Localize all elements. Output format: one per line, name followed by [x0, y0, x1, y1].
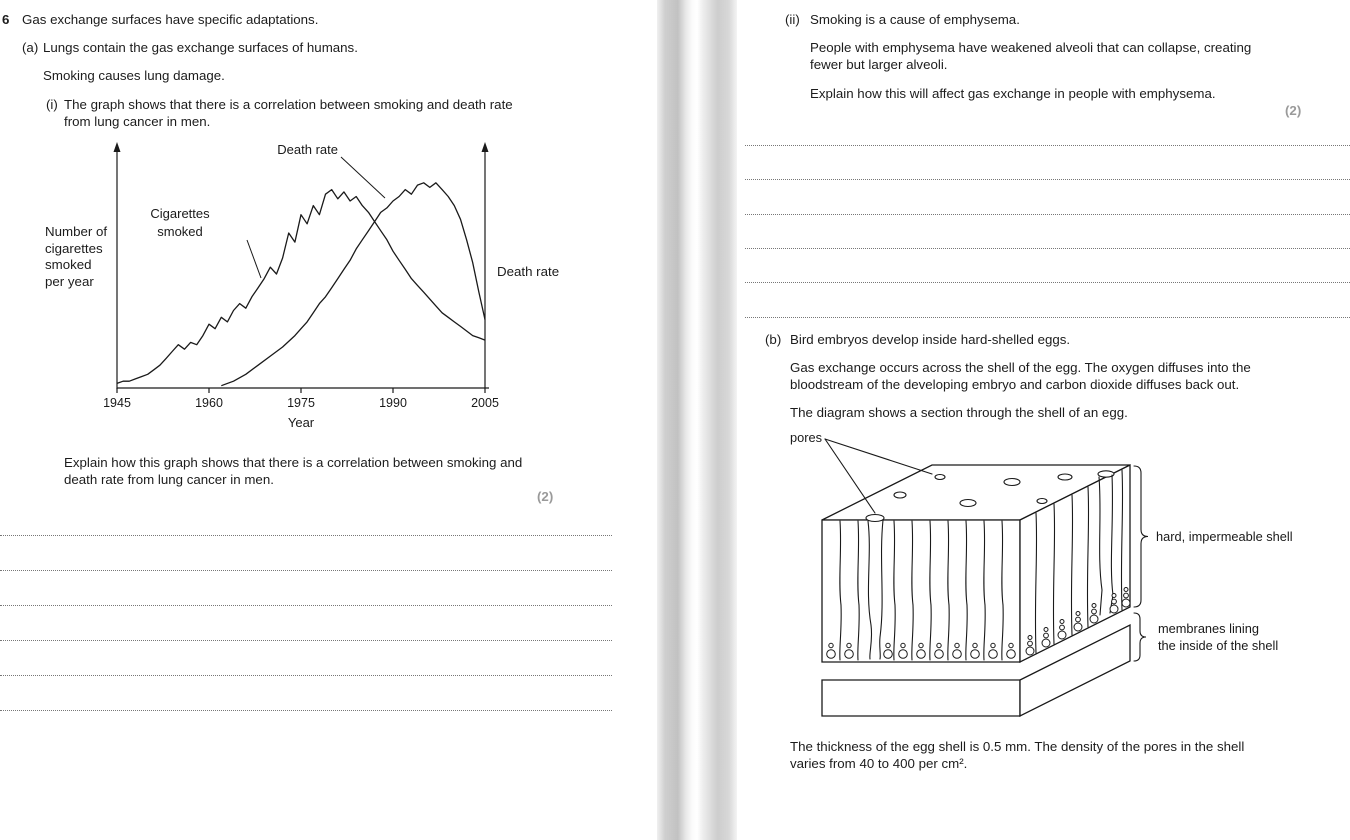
- mammillary-knob: [847, 643, 851, 647]
- mammillary-knob: [886, 643, 890, 647]
- x-tick-label: 1945: [103, 396, 131, 410]
- answer-line: [745, 145, 1350, 146]
- mammillary-knob: [1092, 609, 1097, 614]
- y-axis-left-label-line: cigarettes: [45, 240, 103, 256]
- answer-line: [745, 179, 1350, 180]
- marks-badge: (2): [537, 489, 554, 504]
- mammillary-knob: [899, 650, 908, 659]
- death-rate-annotation: Death rate: [277, 142, 338, 157]
- mammillary-knob: [884, 650, 893, 659]
- mammillary-knob: [953, 650, 962, 659]
- part-i-label: (i): [46, 97, 58, 112]
- y-axis-left-label-line: smoked: [45, 257, 92, 272]
- shell-label: hard, impermeable shell: [1156, 529, 1293, 544]
- mammillary-knob: [1076, 617, 1081, 622]
- membranes-label-line2: the inside of the shell: [1158, 638, 1279, 653]
- answer-line: [0, 535, 612, 536]
- x-tick-label: 1975: [287, 396, 315, 410]
- mammillary-knob: [1060, 625, 1065, 630]
- egg-shell-diagram: [780, 425, 1350, 725]
- answer-line: [745, 317, 1350, 318]
- mammillary-knob: [1112, 594, 1116, 598]
- pore: [960, 500, 976, 507]
- mammillary-knob: [935, 650, 944, 659]
- mammillary-knob: [991, 643, 995, 647]
- y-axis-left-label-line: Number of: [45, 224, 108, 239]
- answer-line: [0, 710, 612, 711]
- mammillary-knob: [1009, 643, 1013, 647]
- mammillary-knob: [937, 643, 941, 647]
- membrane-slab-front: [822, 680, 1020, 716]
- pores-leader-line: [825, 439, 932, 474]
- cigarettes-pointer-line: [247, 240, 261, 278]
- part-ii-text: Smoking is a cause of emphysema.: [810, 12, 1020, 27]
- question-number: 6: [2, 12, 10, 27]
- mammillary-knob: [1090, 615, 1098, 623]
- mammillary-knob: [1026, 647, 1034, 655]
- shell-brace: [1134, 466, 1148, 607]
- part-a-text: Lungs contain the gas exchange surfaces of humans.: [43, 40, 358, 55]
- pore: [935, 475, 945, 480]
- part-b-para3: The thickness of the egg shell is 0.5 mm. The density of the pores in the shell varies from 40 to 400 per cm².: [790, 739, 1245, 771]
- mammillary-knob: [1044, 633, 1049, 638]
- pore: [894, 492, 906, 498]
- pore: [1058, 474, 1072, 480]
- answer-line: [745, 282, 1350, 283]
- mammillary-knob: [973, 643, 977, 647]
- mammillary-knob: [1112, 599, 1117, 604]
- y-axis-right-label: Death rate: [497, 264, 560, 279]
- membranes-brace: [1134, 613, 1146, 661]
- answer-line: [0, 605, 612, 606]
- part-b-para1: Gas exchange occurs across the shell of the egg. The oxygen diffuses into the bloodstream of the developing embryo and carbon dioxide diffuses back out.: [790, 360, 1251, 392]
- mammillary-knob: [989, 650, 998, 659]
- pores-label: pores: [790, 430, 823, 445]
- cigarettes-annotation-line2: smoked: [157, 224, 203, 239]
- part-a-label: (a): [22, 40, 39, 55]
- x-tick-label: 1990: [379, 396, 407, 410]
- pores-leader-line: [825, 439, 875, 513]
- mammillary-knob: [955, 643, 959, 647]
- mammillary-knob: [845, 650, 854, 659]
- mammillary-knob: [1007, 650, 1016, 659]
- part-b-label: (b): [765, 332, 782, 347]
- part-a-text2: Smoking causes lung damage.: [43, 68, 225, 83]
- mammillary-knob: [917, 650, 926, 659]
- x-tick-label: 2005: [471, 396, 499, 410]
- part-b-para2: The diagram shows a section through the shell of an egg.: [790, 405, 1128, 420]
- explain-prompt: Explain how this graph shows that there is a correlation between smoking and death rate from lung cancer in men.: [64, 455, 523, 487]
- mammillary-knob: [1074, 623, 1082, 631]
- mammillary-knob: [1122, 599, 1130, 607]
- mammillary-knob: [919, 643, 923, 647]
- membranes-label-line1: membranes lining: [1158, 621, 1260, 636]
- right-page: [737, 0, 1350, 840]
- mammillary-knob: [1076, 612, 1080, 616]
- pore-channel-mouth: [866, 515, 884, 522]
- part-i-text: The graph shows that there is a correlation between smoking and death rate from lung cancer in men.: [64, 97, 513, 129]
- y-axis-left-label: [45, 224, 107, 290]
- part-ii-para1: People with emphysema have weakened alveoli that can collapse, creating fewer but larger alveoli.: [810, 40, 1252, 72]
- y-axis-left-arrow: [114, 142, 121, 152]
- answer-line: [0, 640, 612, 641]
- cigarettes-annotation-line1: Cigarettes: [150, 206, 210, 221]
- pore: [1004, 479, 1020, 486]
- answer-line: [0, 570, 612, 571]
- mammillary-knob: [1060, 620, 1064, 624]
- pore: [1037, 499, 1047, 504]
- mammillary-knob: [1124, 593, 1129, 598]
- mammillary-knob: [1028, 641, 1033, 646]
- marks-badge: (2): [1285, 103, 1302, 118]
- answer-line: [0, 675, 612, 676]
- mammillary-knob: [1042, 639, 1050, 647]
- y-axis-left-label-line: per year: [45, 273, 94, 289]
- graph-canvas: [105, 140, 500, 435]
- part-ii-para2: Explain how this will affect gas exchange in people with emphysema.: [810, 86, 1216, 101]
- mammillary-knob: [901, 643, 905, 647]
- mammillary-knob: [1058, 631, 1066, 639]
- answer-line: [745, 214, 1350, 215]
- x-axis-title: Year: [287, 415, 315, 430]
- y-axis-right-arrow: [482, 142, 489, 152]
- part-b-text: Bird embryos develop inside hard-shelled eggs.: [790, 332, 1071, 347]
- death-rate-pointer-line: [341, 157, 385, 198]
- mammillary-knob: [1044, 628, 1048, 632]
- mammillary-knob: [827, 650, 836, 659]
- mammillary-knob: [1110, 605, 1118, 613]
- left-page: [0, 0, 657, 840]
- mammillary-knob: [1092, 604, 1096, 608]
- mammillary-knob: [1124, 588, 1128, 592]
- question-intro: Gas exchange surfaces have specific adaptations.: [22, 12, 319, 27]
- x-tick-label: 1960: [195, 396, 223, 410]
- page-gutter: [657, 0, 737, 840]
- mammillary-knob: [1028, 636, 1032, 640]
- part-ii-label: (ii): [785, 12, 800, 27]
- mammillary-knob: [971, 650, 980, 659]
- answer-line: [745, 248, 1350, 249]
- shell-front-face: [822, 520, 1020, 662]
- mammillary-knob: [829, 643, 833, 647]
